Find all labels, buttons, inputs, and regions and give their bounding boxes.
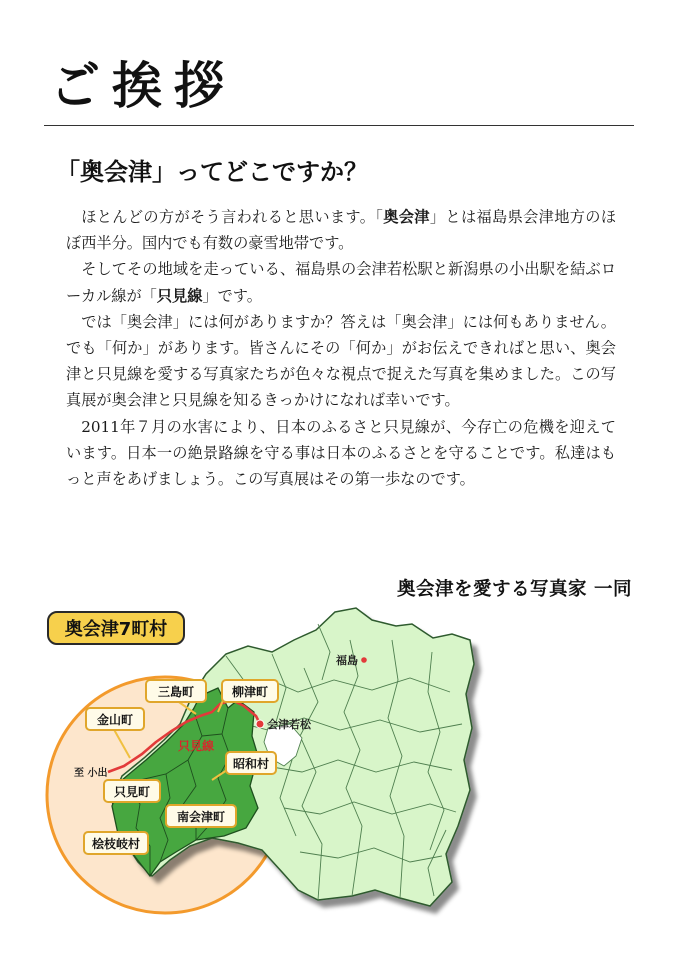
- svg-text:桧枝岐村: 桧枝岐村: [91, 837, 141, 851]
- town-label-showa: [226, 752, 276, 774]
- section-heading: 「奥会津」ってどこですか？: [56, 157, 368, 186]
- page-title: ご挨拶: [50, 57, 236, 115]
- svg-text:只見町: 只見町: [113, 785, 151, 799]
- town-label-minamiaizu: [166, 805, 236, 827]
- paragraph-2: そしてその地域を走っている、福島県の会津若松駅と新潟県の小出駅を結ぶローカル線が「只見線」です。: [66, 260, 616, 305]
- fukushima-city-dot: [361, 657, 367, 663]
- emphasis-okuaizu: 奥会津: [383, 208, 430, 226]
- map-badge-label: 奥会津7町村: [64, 619, 168, 640]
- to-koide-label: 至 小出: [74, 768, 108, 779]
- svg-text:柳津町: 柳津町: [231, 685, 269, 699]
- aizuwakamatsu-label: 会津若松: [267, 718, 311, 731]
- svg-text:金山町: 金山町: [96, 713, 134, 727]
- body-text: [66, 204, 616, 492]
- paragraph-4: 2011年７月の水害により、日本のふるさと只見線が、今存亡の危機を迎えています。日本一の絶景路線を守る事は日本のふるさとを守ることです。私達はもっと声をあげましょう。この写真展はその第一歩なのです。: [66, 417, 616, 489]
- town-label-tadami: [104, 780, 160, 802]
- town-label-mishima: [146, 680, 206, 702]
- svg-text:昭和村: 昭和村: [232, 757, 270, 771]
- signature: 奥会津を愛する写真家 一同: [397, 579, 632, 600]
- aizuwakamatsu-station-dot: [256, 720, 264, 728]
- svg-text:三島町: 三島町: [157, 685, 195, 699]
- town-label-kaneyama: [86, 708, 144, 730]
- paragraph-1: ほとんどの方がそう言われると思います。「奥会津」とは福島県会津地方のほぼ西半分。国内でも有数の豪雪地帯です。: [66, 208, 617, 253]
- title-divider: [44, 125, 634, 126]
- paragraph-3: では「奥会津」には何がありますか？答えは「奥会津」には何もありません。でも「何か」があります。皆さんにその「何か」がお伝えできればと思い、奥会津と只見線を愛する写真家たちが色々な視点で捉えた写真を集めました。この写真展が奥会津と只見線を知るきっかけになれば幸いです。: [66, 312, 616, 410]
- town-label-yanaizu: [222, 680, 278, 702]
- town-label-hinoemata: [84, 832, 148, 854]
- okuaizu-map: [0, 600, 678, 960]
- tadami-line-label: 只見線: [178, 739, 215, 753]
- emphasis-tadami-line: 只見線: [156, 286, 203, 305]
- svg-text:南会津町: 南会津町: [176, 810, 226, 824]
- fukushima-label: 福島: [336, 654, 358, 667]
